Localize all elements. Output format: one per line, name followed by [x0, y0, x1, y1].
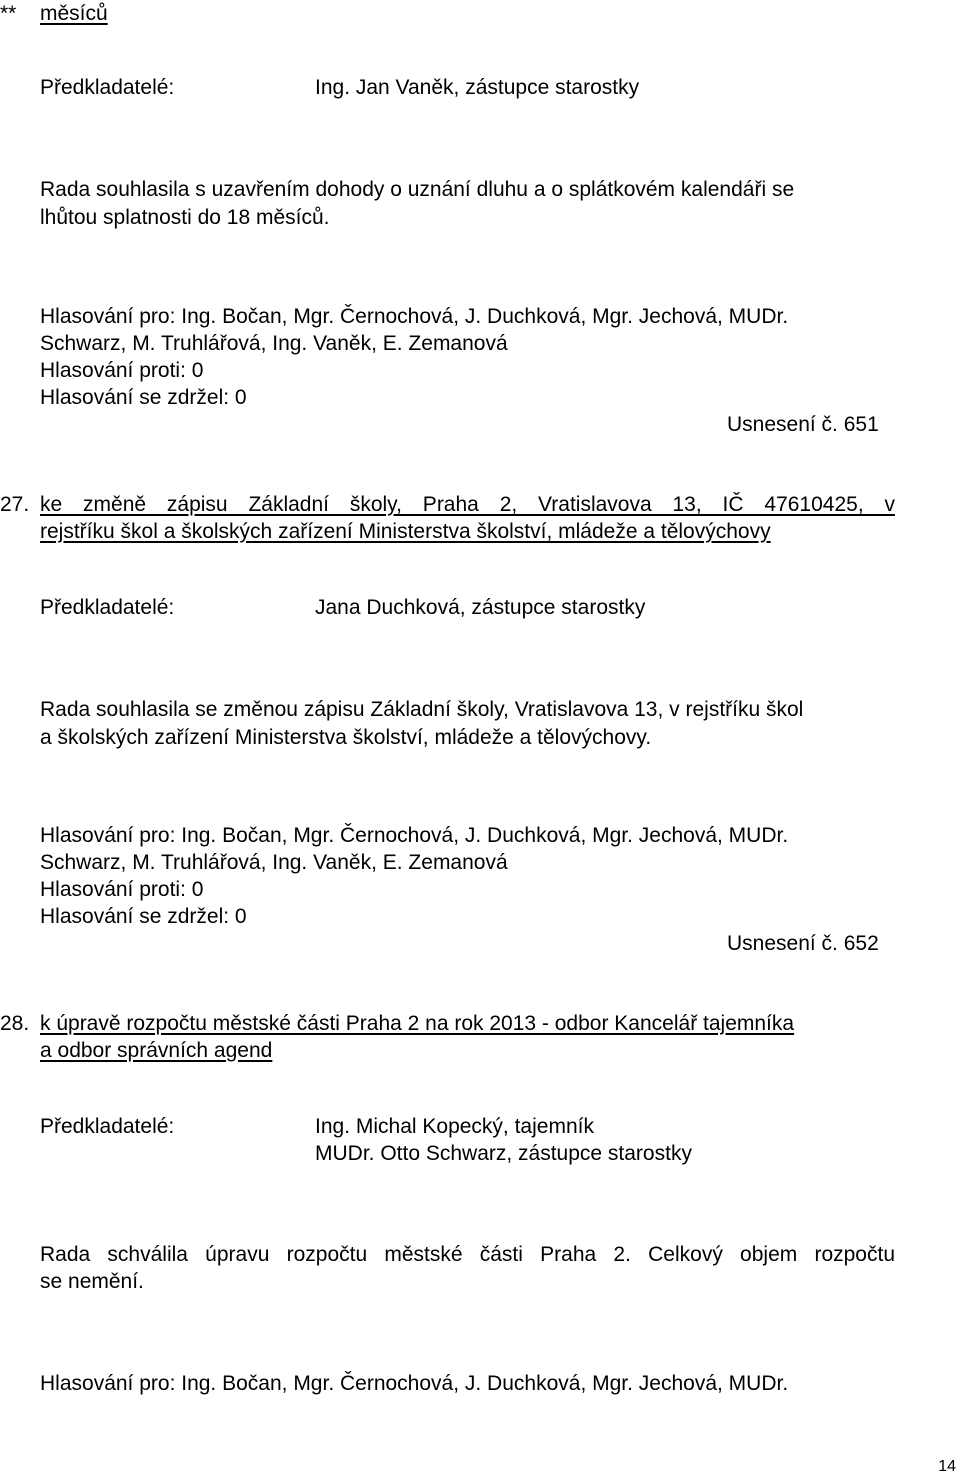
item-number: 27.	[0, 493, 30, 516]
vote-for: Schwarz, M. Truhlářová, Ing. Vaněk, E. Zemanová	[40, 332, 508, 355]
item-title: ke změně zápisu Základní školy, Praha 2, Vratislavova 13, IČ 47610425, v	[40, 493, 895, 516]
presenter: Ing. Michal Kopecký, tajemník	[315, 1115, 594, 1138]
vote-for: Hlasování pro: Ing. Bočan, Mgr. Černochová, J. Duchková, Mgr. Jechová, MUDr.	[40, 824, 789, 847]
resolution-text: Rada souhlasila se změnou zápisu Základní školy, Vratislavova 13, v rejstříku škol	[40, 698, 804, 721]
vote-for: Hlasování pro: Ing. Bočan, Mgr. Černochová, J. Duchková, Mgr. Jechová, MUDr.	[40, 1372, 789, 1395]
item-number: 28.	[0, 1012, 30, 1035]
item-title: a odbor správních agend	[40, 1039, 273, 1062]
presenter: Ing. Jan Vaněk, zástupce starostky	[315, 76, 640, 99]
resolution-number: Usnesení č. 651	[727, 413, 879, 436]
resolution-text: lhůtou splatnosti do 18 měsíců.	[40, 206, 330, 229]
presenters-label: Předkladatelé:	[40, 1115, 175, 1138]
presenter: Jana Duchková, zástupce starostky	[315, 596, 646, 619]
resolution-text: Rada souhlasila s uzavřením dohody o uznání dluhu a o splátkovém kalendáři se	[40, 178, 795, 201]
item-title: rejstříku škol a školských zařízení Ministerstva školství, mládeže a tělovýchovy	[40, 520, 771, 543]
page-number: 14	[938, 1458, 956, 1475]
presenter: MUDr. Otto Schwarz, zástupce starostky	[315, 1142, 692, 1165]
presenters-label: Předkladatelé:	[40, 596, 175, 619]
footnote-marker: **	[0, 2, 17, 25]
vote-against: Hlasování proti: 0	[40, 359, 204, 382]
vote-for: Hlasování pro: Ing. Bočan, Mgr. Černochová, J. Duchková, Mgr. Jechová, MUDr.	[40, 305, 789, 328]
vote-against: Hlasování proti: 0	[40, 878, 204, 901]
vote-abstain: Hlasování se zdržel: 0	[40, 905, 247, 928]
vote-abstain: Hlasování se zdržel: 0	[40, 386, 247, 409]
continued-title: měsíců	[40, 2, 108, 25]
vote-for: Schwarz, M. Truhlářová, Ing. Vaněk, E. Zemanová	[40, 851, 508, 874]
resolution-text: Rada schválila úpravu rozpočtu městské části Praha 2. Celkový objem rozpočtu	[40, 1243, 895, 1266]
item-title: k úpravě rozpočtu městské části Praha 2 na rok 2013 - odbor Kancelář tajemníka	[40, 1012, 795, 1035]
resolution-text: a školských zařízení Ministerstva školství, mládeže a tělovýchovy.	[40, 726, 652, 749]
presenters-label: Předkladatelé:	[40, 76, 175, 99]
resolution-text: se nemění.	[40, 1270, 144, 1293]
resolution-number: Usnesení č. 652	[727, 932, 879, 955]
